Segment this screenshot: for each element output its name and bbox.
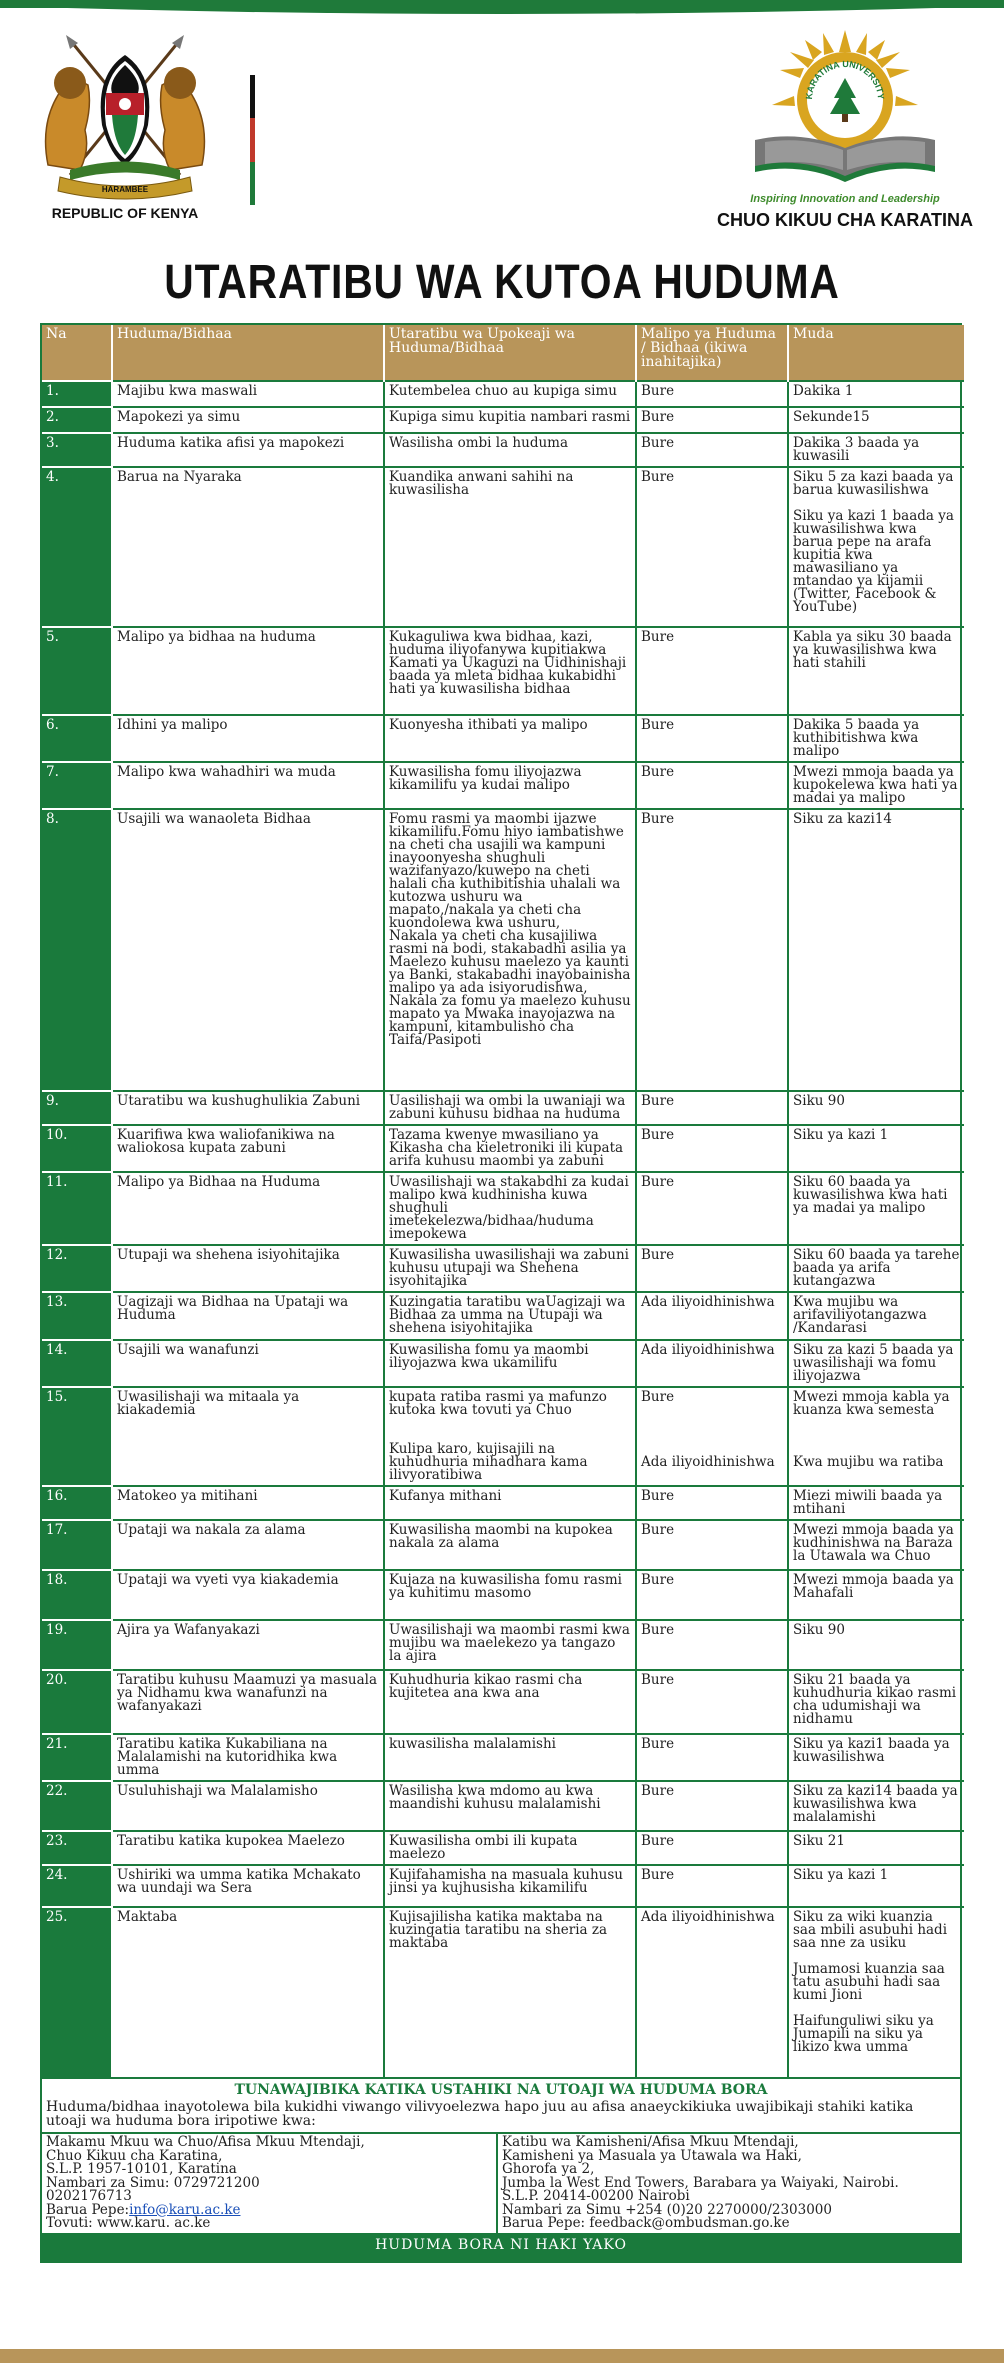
row-number: 23.: [42, 1831, 112, 1865]
duration: Siku za wiki kuanzia saa mbili asubuhi hadi saa nne za usiku Jumamosi kuanzia saa tatu asubuhi hadi saa kumi Jioni Haifunguliwi siku ya Jumapili na siku ya likizo kwa umma: [788, 1907, 964, 2077]
procedure: Kuandika anwani sahihi na kuwasilisha: [384, 467, 636, 627]
payment: Bure: [636, 762, 788, 809]
coat-of-arms-icon: [30, 35, 220, 200]
table-row: [42, 715, 964, 762]
table-row: [42, 1831, 964, 1865]
service-name: Upataji wa vyeti vya kiakademia: [112, 1570, 384, 1620]
table-row: [42, 1486, 964, 1520]
row-number: 13.: [42, 1292, 112, 1340]
procedure: Kujaza na kuwasilisha fomu rasmi ya kuhitimu masomo: [384, 1570, 636, 1620]
payment: Bure: [636, 1620, 788, 1670]
service-table: [42, 325, 964, 2077]
duration: Siku za kazi14 baada ya kuwasilishwa kwa malalamishi: [788, 1781, 964, 1831]
procedure: Tazama kwenye mwasiliano ya Kikasha cha kieletroniki ili kupata arifa kuhusu maombi ya zabuni: [384, 1125, 636, 1172]
slogan-bar: HUDUMA BORA NI HAKI YAKO: [42, 2233, 960, 2261]
service-name: Utupaji wa shehena isiyohitajika: [112, 1245, 384, 1292]
payment: Bure: [636, 715, 788, 762]
service-name: Usajili wa wanafunzi: [112, 1340, 384, 1387]
row-number: 15.: [42, 1387, 112, 1486]
duration: Mwezi mmoja kabla ya kuanza kwa semesta Kwa mujibu wa ratiba: [788, 1387, 964, 1486]
table-row: [42, 1292, 964, 1340]
row-number: 9.: [42, 1091, 112, 1125]
payment: Ada iliyoidhinishwa: [636, 1907, 788, 2077]
payment: Bure: [636, 1570, 788, 1620]
payment: Bure: [636, 1091, 788, 1125]
service-name: Malipo kwa wahadhiri wa muda: [112, 762, 384, 809]
karu-tagline: Inspiring Innovation and Leadership: [750, 193, 940, 205]
payment: Bure: [636, 1670, 788, 1734]
table-row: [42, 1340, 964, 1387]
ribbon-text: HARAMBEE: [101, 185, 149, 194]
duration: Siku ya kazi1 baada ya kuwasilishwa: [788, 1734, 964, 1781]
row-number: 3.: [42, 433, 112, 467]
duration: Kwa mujibu wa arifaviliyotangazwa /Kandarasi: [788, 1292, 964, 1340]
procedure: Kufanya mithani: [384, 1486, 636, 1520]
table-row: [42, 1091, 964, 1125]
row-number: 6.: [42, 715, 112, 762]
row-number: 17.: [42, 1520, 112, 1570]
procedure: Kuhudhuria kikao rasmi cha kujitetea ana kwa ana: [384, 1670, 636, 1734]
row-number: 19.: [42, 1620, 112, 1670]
footer-contacts: [42, 2132, 960, 2233]
karu-ring-text: KARATINA UNIVERSITY: [803, 58, 887, 100]
duration: Siku ya kazi 1: [788, 1865, 964, 1907]
duration: Mwezi mmoja baada ya Mahafali: [788, 1570, 964, 1620]
service-name: Idhini ya malipo: [112, 715, 384, 762]
payment: Bure: [636, 627, 788, 715]
table-row: [42, 467, 964, 627]
payment: Bure: [636, 407, 788, 433]
email-label: Barua Pepe:: [46, 2201, 130, 2218]
service-name: Taratibu kuhusu Maamuzi ya masuala ya Nidhamu kwa wanafunzi na wafanyakazi: [112, 1670, 384, 1734]
duration: Miezi miwili baada ya mtihani: [788, 1486, 964, 1520]
row-number: 8.: [42, 809, 112, 1091]
table-row: [42, 627, 964, 715]
service-name: Malipo ya Bidhaa na Huduma: [112, 1172, 384, 1245]
table-row: [42, 1387, 964, 1486]
contact-line: Ghorofa ya 2,: [502, 2161, 595, 2177]
contact-line: 0202176713: [46, 2188, 132, 2204]
row-number: 24.: [42, 1865, 112, 1907]
service-name: Ajira ya Wafanyakazi: [112, 1620, 384, 1670]
column-header-huduma: Huduma/Bidhaa: [112, 325, 384, 381]
row-number: 20.: [42, 1670, 112, 1734]
procedure: Kuzingatia taratibu waUagizaji wa Bidhaa za umma na Utupaji wa shehena isiyohitajika: [384, 1292, 636, 1340]
contact-line: Nambari za Simu: 0729721200: [46, 2174, 260, 2191]
duration: Siku 5 za kazi baada ya barua kuwasilishwa Siku ya kazi 1 baada ya kuwasilishwa kwa barua pepe na arafa kupitia kwa mawasiliano ya mtandao ya kijamii (Twitter, Facebook & YouTube): [788, 467, 964, 627]
table-row: [42, 1570, 964, 1620]
university-contact: [42, 2134, 498, 2233]
procedure: Kupiga simu kupitia nambari rasmi: [384, 407, 636, 433]
procedure: Kuwasilisha ombi ili kupata maelezo: [384, 1831, 636, 1865]
bottom-gold-band: [0, 2349, 1004, 2363]
table-row: [42, 1245, 964, 1292]
payment: Bure: [636, 1172, 788, 1245]
contact-line: S.L.P. 20414-00200 Nairobi: [502, 2188, 690, 2204]
procedure: Kuwasilisha maombi na kupokea nakala za alama: [384, 1520, 636, 1570]
payment: Bure: [636, 1781, 788, 1831]
flag-bar-icon: [250, 75, 255, 205]
ombudsman-contact: [498, 2134, 960, 2233]
duration: Siku ya kazi 1: [788, 1125, 964, 1172]
row-number: 16.: [42, 1486, 112, 1520]
email-link[interactable]: info@karu.ac.ke: [129, 2201, 241, 2218]
karatina-crest-icon: [710, 30, 980, 190]
procedure: Kuonyesha ithibati ya malipo: [384, 715, 636, 762]
table-row: [42, 1907, 964, 2077]
column-header-malipo: Malipo ya Huduma / Bidhaa (ikiwa inahitajika): [636, 325, 788, 381]
procedure: Kuwasilisha fomu ya maombi iliyojazwa kwa ukamilifu: [384, 1340, 636, 1387]
payment: Bure: [636, 467, 788, 627]
row-number: 2.: [42, 407, 112, 433]
service-name: Utaratibu wa kushughulikia Zabuni: [112, 1091, 384, 1125]
procedure: Kujisajilisha katika maktaba na kuzingatia taratibu na sheria za maktaba: [384, 1907, 636, 2077]
row-number: 12.: [42, 1245, 112, 1292]
payment: Bure: [636, 1245, 788, 1292]
duration: Sekunde15: [788, 407, 964, 433]
service-name: Huduma katika afisi ya mapokezi: [112, 433, 384, 467]
procedure: kuwasilisha malalamishi: [384, 1734, 636, 1781]
procedure: kupata ratiba rasmi ya mafunzo kutoka kwa tovuti ya Chuo Kulipa karo, kujisajili na kuhudhuria mihadhara kama ilivyoratibiwa: [384, 1387, 636, 1486]
payment: Bure: [636, 1865, 788, 1907]
row-number: 21.: [42, 1734, 112, 1781]
footer-heading: TUNAWAJIBIKA KATIKA USTAHIKI NA UTOAJI WA HUDUMA BORA: [234, 2082, 768, 2098]
contact-line: Jumba la West End Towers, Barabara ya Waiyaki, Nairobi.: [502, 2174, 899, 2191]
procedure: Kujifahamisha na masuala kuhusu jinsi ya kujhusisha kikamilifu: [384, 1865, 636, 1907]
contact-line: Barua Pepe: feedback@ombudsman.go.ke: [502, 2215, 790, 2231]
payment: Ada iliyoidhinishwa: [636, 1292, 788, 1340]
page-title: UTARATIBU WA KUTOA HUDUMA: [164, 256, 840, 309]
duration: Siku za kazi 5 baada ya uwasilishaji wa fomu iliyojazwa: [788, 1340, 964, 1387]
service-name: Ushiriki wa umma katika Mchakato wa uundaji wa Sera: [112, 1865, 384, 1907]
procedure: Kukaguliwa kwa bidhaa, kazi, huduma iliyofanywa kupitiakwa Kamati ya Ukaguzi na Uidhinishaji baada ya mleta bidhaa kukabidhi hati ya kuwasilisha bidhaa: [384, 627, 636, 715]
duration: Dakika 5 baada ya kuthibitishwa kwa malipo: [788, 715, 964, 762]
contact-line: Katibu wa Kamisheni/Afisa Mkuu Mtendaji,: [502, 2134, 799, 2150]
column-header-na: Na: [42, 325, 112, 381]
row-number: 18.: [42, 1570, 112, 1620]
table-header-row: [42, 325, 964, 381]
row-number: 14.: [42, 1340, 112, 1387]
service-name: Taratibu katika kupokea Maelezo: [112, 1831, 384, 1865]
payment: Bure: [636, 1831, 788, 1865]
table-row: [42, 1125, 964, 1172]
table-row: [42, 1734, 964, 1781]
table-row: [42, 433, 964, 467]
duration: Dakika 3 baada ya kuwasili: [788, 433, 964, 467]
row-number: 22.: [42, 1781, 112, 1831]
karatina-university-logo: [710, 30, 980, 240]
table-row: [42, 1620, 964, 1670]
table-row: [42, 762, 964, 809]
service-charter-sheet: [40, 323, 962, 2263]
service-name: Malipo ya bidhaa na huduma: [112, 627, 384, 715]
payment: Bure: [636, 1734, 788, 1781]
procedure: Kuwasilisha uwasilishaji wa zabuni kuhusu utupaji wa Shehena isyohitajika: [384, 1245, 636, 1292]
service-name: Uwasilishaji wa mitaala ya kiakademia: [112, 1387, 384, 1486]
contact-line: Makamu Mkuu wa Chuo/Afisa Mkuu Mtendaji,: [46, 2134, 365, 2150]
row-number: 11.: [42, 1172, 112, 1245]
table-body: [42, 381, 964, 2077]
payment: Ada iliyoidhinishwa: [636, 1340, 788, 1387]
procedure: Kuwasilisha fomu iliyojazwa kikamilifu ya kudai malipo: [384, 762, 636, 809]
duration: Siku 60 baada ya tarehe baada ya arifa kutangazwa: [788, 1245, 964, 1292]
service-name: Usuluhishaji wa Malalamisho: [112, 1781, 384, 1831]
table-row: [42, 1670, 964, 1734]
row-number: 4.: [42, 467, 112, 627]
service-name: Usajili wa wanaoleta Bidhaa: [112, 809, 384, 1091]
duration: Dakika 1: [788, 381, 964, 407]
procedure: Uwasilishaji wa maombi rasmi kwa mujibu wa maelekezo ya tangazo la ajira: [384, 1620, 636, 1670]
contact-line: Nambari za Simu +254 (0)20 2270000/2303000: [502, 2201, 832, 2218]
kenya-coat-of-arms: [30, 35, 230, 225]
procedure: Uwasilishaji wa stakabdhi za kudai malipo kwa kudhinisha kuwa shughuli imetekelezwa/bidhaa/huduma imepokewa: [384, 1172, 636, 1245]
payment: Bure: [636, 381, 788, 407]
duration: Mwezi mmoja baada ya kudhinishwa na Baraza la Utawala wa Chuo: [788, 1520, 964, 1570]
procedure: Uasilishaji wa ombi la uwaniaji wa zabuni kuhusu bidhaa na huduma: [384, 1091, 636, 1125]
table-row: [42, 1865, 964, 1907]
duration: Siku 60 baada ya kuwasilishwa kwa hati ya madai ya malipo: [788, 1172, 964, 1245]
contact-line: Chuo Kikuu cha Karatina,: [46, 2147, 223, 2164]
payment: Bure Ada iliyoidhinishwa: [636, 1387, 788, 1486]
column-header-muda: Muda: [788, 325, 964, 381]
payment: Bure: [636, 1125, 788, 1172]
procedure: Wasilisha ombi la huduma: [384, 433, 636, 467]
duration: Mwezi mmoja baada ya kupokelewa kwa hati ya madai ya malipo: [788, 762, 964, 809]
service-name: Matokeo ya mitihani: [112, 1486, 384, 1520]
row-number: 25.: [42, 1907, 112, 2077]
table-row: [42, 1781, 964, 1831]
duration: Siku 21 baada ya kuhudhuria kikao rasmi cha udumishaji wa nidhamu: [788, 1670, 964, 1734]
page-header: [0, 20, 1004, 240]
procedure: Fomu rasmi ya maombi ijazwe kikamilifu.Fomu hiyo iambatishwe na cheti cha usajili wa kampuni inayoonyesha shughuli wazifanyazo/kuwepo na cheti halali cha kuthibitishia uhalali wa kutozwa ushuru wa mapato,/nakala ya cheti cha kuondolewa kwa ushuru, Nakala ya cheti cha kusajiliwa rasmi na bodi, stakabadhi asilia ya Maelezo kuhusu maelezo ya kaunti ya Banki, stakabadhi inayobainisha malipo ya ada isiyorudishwa, Nakala za fomu ya maelezo kuhusu mapato ya Mwaka inayojazwa na kampuni, kitambulisho cha Taifa/Pasipoti: [384, 809, 636, 1091]
duration: Siku za kazi14: [788, 809, 964, 1091]
payment: Bure: [636, 433, 788, 467]
service-name: Uagizaji wa Bidhaa na Upataji wa Huduma: [112, 1292, 384, 1340]
column-header-utaratibu: Utaratibu wa Upokeaji wa Huduma/Bidhaa: [384, 325, 636, 381]
contact-line: S.L.P. 1957-10101, Karatina: [46, 2161, 237, 2177]
row-number: 1.: [42, 381, 112, 407]
duration: Kabla ya siku 30 baada ya kuwasilishwa kwa hati stahili: [788, 627, 964, 715]
duration: Siku 90: [788, 1620, 964, 1670]
service-name: Upataji wa nakala za alama: [112, 1520, 384, 1570]
table-row: [42, 1172, 964, 1245]
service-name: Taratibu katika Kukabiliana na Malalamishi na kutoridhika kwa umma: [112, 1734, 384, 1781]
service-name: Majibu kwa maswali: [112, 381, 384, 407]
footer: [42, 2077, 960, 2261]
service-name: Maktaba: [112, 1907, 384, 2077]
procedure: Kutembelea chuo au kupiga simu: [384, 381, 636, 407]
service-name: Mapokezi ya simu: [112, 407, 384, 433]
footer-intro: Huduma/bidhaa inayotolewa bila kukidhi viwango vilivyoelezwa hapo juu au afisa anaeyckikiuka uwajibikaji stahiki katika utoaji wa huduma bora iripotiwe kwa:: [46, 2099, 914, 2129]
table-row: [42, 407, 964, 433]
republic-of-kenya-label: REPUBLIC OF KENYA: [51, 205, 199, 221]
row-number: 10.: [42, 1125, 112, 1172]
row-number: 7.: [42, 762, 112, 809]
service-name: Kuarifiwa kwa waliofanikiwa na waliokosa kupata zabuni: [112, 1125, 384, 1172]
contact-line: Kamisheni ya Masuala ya Utawala wa Haki,: [502, 2147, 802, 2164]
website-line: Tovuti: www.karu. ac.ke: [46, 2215, 211, 2231]
row-number: 5.: [42, 627, 112, 715]
table-row: [42, 809, 964, 1091]
service-name: Barua na Nyaraka: [112, 467, 384, 627]
duration: Siku 90: [788, 1091, 964, 1125]
table-row: [42, 1520, 964, 1570]
table-row: [42, 381, 964, 407]
karu-name: CHUO KIKUU CHA KARATINA: [717, 210, 973, 230]
duration: Siku 21: [788, 1831, 964, 1865]
payment: Bure: [636, 1486, 788, 1520]
procedure: Wasilisha kwa mdomo au kwa maandishi kuhusu malalamishi: [384, 1781, 636, 1831]
payment: Bure: [636, 809, 788, 1091]
payment: Bure: [636, 1520, 788, 1570]
